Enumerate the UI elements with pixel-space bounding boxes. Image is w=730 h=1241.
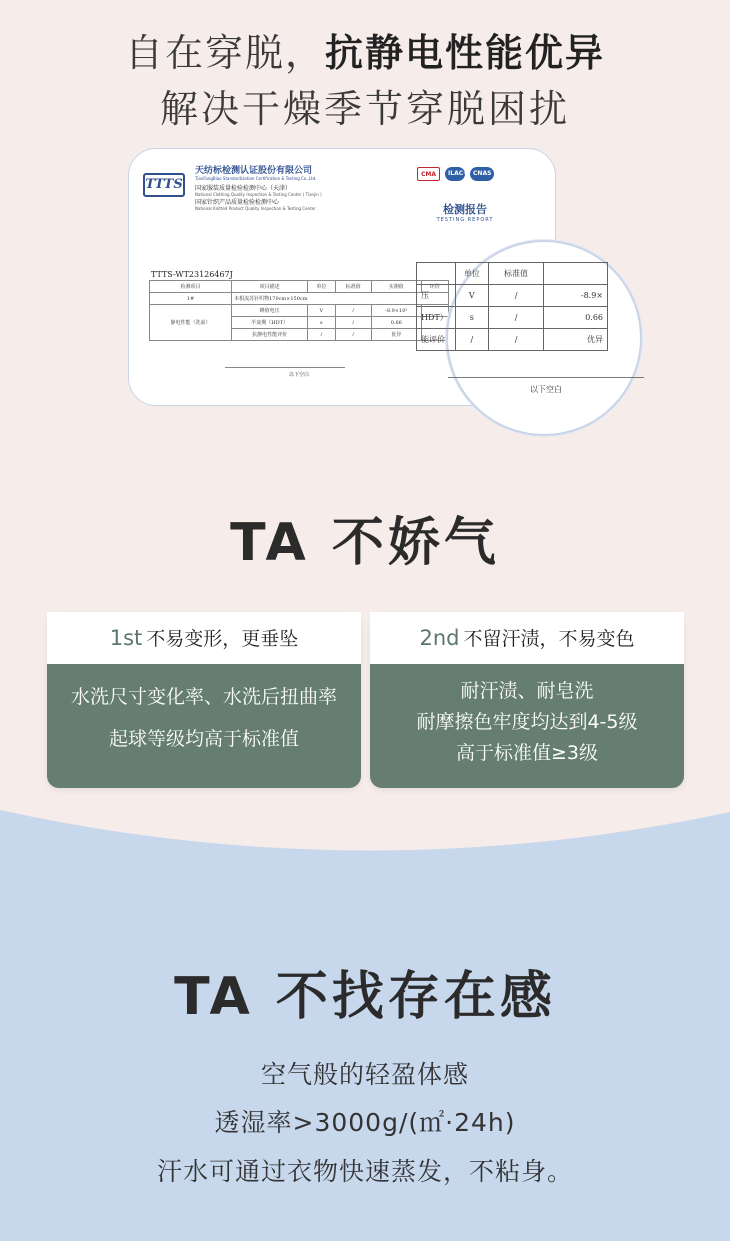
table-cell: /: [488, 329, 543, 351]
ttts-logo: TTTS: [143, 173, 185, 197]
feature-card-body: [47, 664, 361, 760]
table-header-cell: 单位: [455, 263, 488, 285]
center2-cn: 国家针织产品质量检验检测中心: [195, 199, 280, 206]
table-row: [150, 293, 449, 305]
cnas-logo: CNAS: [470, 167, 494, 181]
feature-card-header: [370, 612, 684, 664]
magnifier-lens: [421, 240, 642, 436]
table-row: [417, 285, 608, 307]
org-name-en: TianFangBiao Standardization Certification & Testing Co.,Ltd.: [195, 176, 317, 181]
table-cell: /: [455, 329, 488, 351]
table-cell: V: [455, 285, 488, 307]
table-row: [417, 329, 608, 351]
table-cell: /: [488, 307, 543, 329]
center1-cn: 国家服装质量检验检测中心（天津）: [195, 185, 292, 192]
feature-rank: 2nd: [419, 626, 460, 650]
report-end-text: 以下空白: [288, 372, 309, 378]
table-cell: /: [488, 285, 543, 307]
table-cell: -8.9×: [544, 285, 608, 307]
report-table: [149, 280, 449, 341]
sample-desc: 本根流苏针织物170cm×150cm: [232, 293, 449, 305]
feature-card-2nd: [370, 612, 684, 788]
report-title-en: TESTING REPORT: [436, 217, 494, 223]
org-name-cn: 天纺标检测认证股份有限公司: [195, 166, 313, 176]
feature-rank: 1st: [109, 626, 143, 650]
report-org-info: [195, 163, 425, 211]
table-cell: s: [308, 317, 335, 329]
divider: [225, 367, 345, 368]
magnified-table: [416, 262, 608, 351]
table-header-cell: [417, 263, 456, 285]
table-cell: /: [335, 317, 371, 329]
table-header-cell: 项目描述: [232, 281, 308, 293]
report-title: [429, 201, 501, 223]
report-title-cn: 检测报告: [443, 203, 487, 216]
section2-line: 汗水可通过衣物快速蒸发，不粘身。: [156, 1157, 573, 1186]
feature-card-body: [370, 664, 684, 769]
cert-logos: [417, 167, 494, 191]
ilac-logo: ILAC-MRA: [445, 167, 465, 181]
feature-line: 耐摩擦色牢度均达到4-5级: [416, 711, 638, 733]
center1-en: National Clothing Quality Inspection & Testing Center ( Tianjin ): [195, 192, 322, 197]
table-header-row: [150, 281, 449, 293]
feature-card-header: [47, 612, 361, 664]
sample-id: 1#: [150, 293, 232, 305]
section1-title: TA 不娇气: [230, 513, 500, 573]
table-header-cell: 评价: [421, 281, 448, 293]
table-header-row: [417, 263, 608, 285]
section2-title: TA 不找存在感: [174, 967, 556, 1027]
cma-logo: CMA: [417, 167, 440, 181]
feature-card-1st: [47, 612, 361, 788]
table-cell: 0.66: [544, 307, 608, 329]
divider: [448, 377, 644, 378]
table-header-cell: 标准值: [488, 263, 543, 285]
center2-en: National Knitted Product Quality Inspection & Testing Center: [195, 206, 316, 211]
feature-title: 不易变形，更垂坠: [146, 628, 299, 650]
table-cell: 压: [417, 285, 456, 307]
table-cell: 峰值电压: [232, 305, 308, 317]
table-cell: 优异: [372, 329, 422, 341]
table-cell: V: [308, 305, 335, 317]
report-number: TTTS-WT23126467J: [151, 270, 233, 279]
table-cell: s: [455, 307, 488, 329]
table-cell: 半衰期（HDT）: [232, 317, 308, 329]
table-row: [417, 307, 608, 329]
section2-line: 透湿率>3000g/(㎡·24h): [214, 1108, 516, 1137]
table-cell: 优异: [544, 329, 608, 351]
hero-line1-bold: 抗静电性能优异: [325, 31, 606, 75]
table-cell: HDT）: [417, 307, 456, 329]
magnifier-end-text: 以下空白: [530, 385, 562, 394]
hero-line2: 解决干燥季节穿脱困扰: [159, 87, 570, 131]
table-cell: 抗静电性能评价: [232, 329, 308, 341]
feature-line: 起球等级均高于标准值: [108, 728, 299, 750]
table-cell: /: [335, 329, 371, 341]
table-cell: 能评价: [417, 329, 456, 351]
feature-line: 高于标准值≥3级: [455, 742, 598, 764]
feature-line: 耐汗渍、耐皂洗: [460, 680, 594, 702]
hero-line1-normal: 自在穿脱，: [124, 31, 325, 75]
feature-line: 水洗尺寸变化率、水洗后扭曲率: [70, 686, 337, 708]
table-cell: /: [335, 305, 371, 317]
table-header-cell: 检测项目: [150, 281, 232, 293]
table-header-cell: 单位: [308, 281, 335, 293]
table-cell: 0.66: [372, 317, 422, 329]
table-header-cell: [544, 263, 608, 285]
table-header-cell: 实测值: [372, 281, 422, 293]
table-cell: /: [308, 329, 335, 341]
group-label: 静电性能（洗前）: [150, 305, 232, 341]
table-cell: -8.9×10²: [372, 305, 422, 317]
section2-line: 空气般的轻盈体感: [260, 1060, 469, 1089]
table-row: [150, 305, 449, 317]
hero-line1: [0, 22, 730, 77]
table-header-cell: 标准值: [335, 281, 371, 293]
feature-title: 不留汗渍，不易变色: [463, 628, 635, 650]
